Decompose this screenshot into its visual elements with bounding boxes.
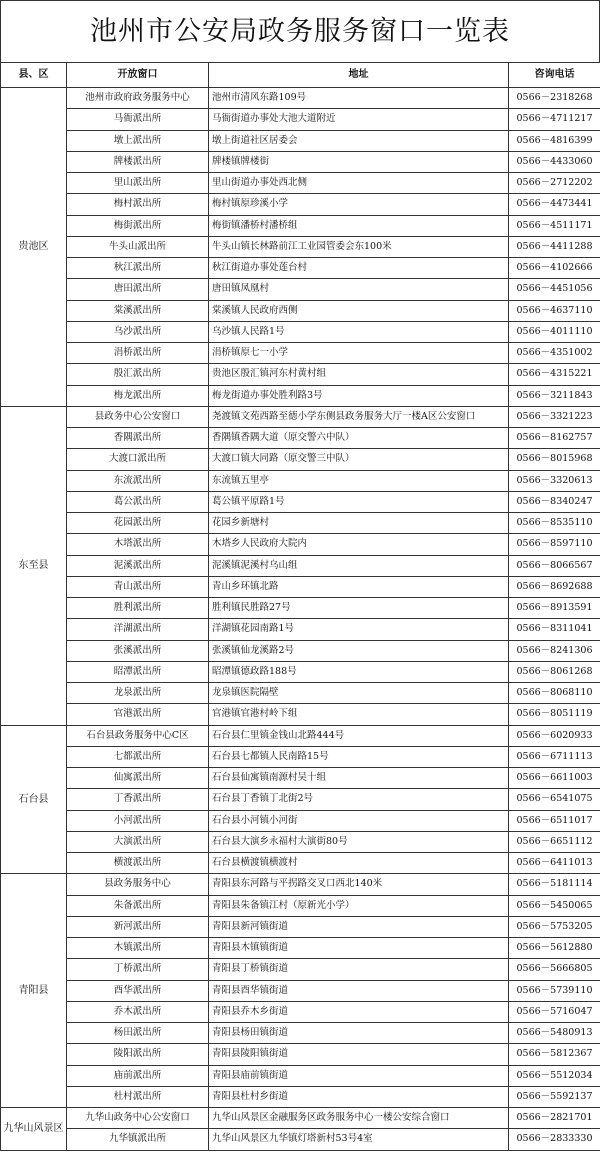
phone-cell: 0566－4473441: [509, 194, 600, 215]
table-row: [1, 959, 600, 980]
phone-cell: 0566－6711113: [509, 746, 600, 767]
phone-cell: 0566－4451056: [509, 279, 600, 300]
station-cell: 梅龙派出所: [67, 385, 209, 406]
phone-cell: 0566－4433060: [509, 151, 600, 172]
table-row: [1, 130, 600, 151]
address-cell: 木塔乡人民政府大院内: [209, 534, 509, 555]
address-cell: 青阳县丁桥镇街道: [209, 959, 509, 980]
table-row: [1, 938, 600, 959]
table-row: [1, 661, 600, 682]
address-cell: 九华山风景区九华镇灯塔新村53号4室: [209, 1129, 509, 1150]
address-cell: 青阳县庙前镇街道: [209, 1065, 509, 1086]
station-cell: 牛头山派出所: [67, 236, 209, 257]
phone-cell: 0566－4711217: [509, 109, 600, 130]
station-cell: 青山派出所: [67, 576, 209, 597]
phone-cell: 0566－8597110: [509, 534, 600, 555]
phone-cell: 0566－8051119: [509, 704, 600, 725]
address-cell: 石台县仙寓镇南源村吴十组: [209, 768, 509, 789]
table-row: [1, 215, 600, 236]
phone-cell: 0566－8340247: [509, 491, 600, 512]
station-cell: 乌沙派出所: [67, 321, 209, 342]
station-cell: 马衙派出所: [67, 109, 209, 130]
table-row: [1, 236, 600, 257]
address-cell: 龙泉镇医院隔壁: [209, 683, 509, 704]
phone-cell: 0566－5666805: [509, 959, 600, 980]
table-row: [1, 725, 600, 746]
phone-cell: 0566－5812367: [509, 1044, 600, 1065]
phone-cell: 0566－3321223: [509, 406, 600, 427]
station-cell: 庙前派出所: [67, 1065, 209, 1086]
address-cell: 贵池区殷汇镇河东村黄村组: [209, 364, 509, 385]
address-cell: 尧渡镇文苑西路至德小学东侧县政务服务大厅一楼A区公安窗口: [209, 406, 509, 427]
county-cell: 贵池区: [1, 88, 67, 407]
address-cell: 石台县丁香镇丁北街2号: [209, 789, 509, 810]
station-cell: 牌楼派出所: [67, 151, 209, 172]
address-cell: 马衙街道办事处大池大道附近: [209, 109, 509, 130]
address-cell: 花园乡新塘村: [209, 513, 509, 534]
address-cell: 香隅镇香隅大道（原交警六中队）: [209, 428, 509, 449]
table-row: [1, 874, 600, 895]
station-cell: 东流派出所: [67, 470, 209, 491]
address-cell: 墩上街道社区居委会: [209, 130, 509, 151]
phone-cell: 0566－8535110: [509, 513, 600, 534]
phone-cell: 0566－8311041: [509, 619, 600, 640]
station-cell: 张溪派出所: [67, 640, 209, 661]
phone-cell: 0566－8068110: [509, 683, 600, 704]
table-row: [1, 640, 600, 661]
table-row: [1, 555, 600, 576]
table-row: [1, 343, 600, 364]
station-cell: 龙泉派出所: [67, 683, 209, 704]
station-cell: 丁香派出所: [67, 789, 209, 810]
station-cell: 泥溪派出所: [67, 555, 209, 576]
station-cell: 丁桥派出所: [67, 959, 209, 980]
station-cell: 葛公派出所: [67, 491, 209, 512]
table-row: [1, 406, 600, 427]
station-cell: 胜利派出所: [67, 598, 209, 619]
station-cell: 昭潭派出所: [67, 661, 209, 682]
station-cell: 池州市政府政务服务中心: [67, 88, 209, 109]
table-row: [1, 619, 600, 640]
address-cell: 梅龙街道办事处胜利路3号: [209, 385, 509, 406]
address-cell: 九华山风景区金融服务区政务服务中心一楼公安综合窗口: [209, 1108, 509, 1129]
table-row: [1, 789, 600, 810]
table-row: [1, 279, 600, 300]
address-cell: 秋江街道办事处莲台村: [209, 258, 509, 279]
address-cell: 青阳县酉华镇街道: [209, 980, 509, 1001]
address-cell: 牛头山镇长林路前江工业园管委会东100米: [209, 236, 509, 257]
address-cell: 梅街镇潘桥村潘桥组: [209, 215, 509, 236]
address-cell: 昭潭镇德政路188号: [209, 661, 509, 682]
table-row: [1, 1086, 600, 1107]
phone-cell: 0566－4411288: [509, 236, 600, 257]
station-cell: 梅街派出所: [67, 215, 209, 236]
address-cell: 大渡口镇大同路（原交警三中队）: [209, 449, 509, 470]
station-cell: 殷汇派出所: [67, 364, 209, 385]
station-cell: 杨田派出所: [67, 1023, 209, 1044]
phone-cell: 0566－8066567: [509, 555, 600, 576]
table-row: [1, 321, 600, 342]
phone-cell: 0566－6511017: [509, 810, 600, 831]
address-cell: 胜利镇民胜路27号: [209, 598, 509, 619]
phone-cell: 0566－2712202: [509, 173, 600, 194]
header-phone: 咨询电话: [509, 63, 600, 88]
table-body: [1, 88, 600, 1151]
station-cell: 县政务中心公安窗口: [67, 406, 209, 427]
station-cell: 里山派出所: [67, 173, 209, 194]
station-cell: 杜村派出所: [67, 1086, 209, 1107]
phone-cell: 0566－4011110: [509, 321, 600, 342]
table-row: [1, 1044, 600, 1065]
address-cell: 牌楼镇牌楼街: [209, 151, 509, 172]
phone-cell: 0566－4102666: [509, 258, 600, 279]
table-row: [1, 746, 600, 767]
address-cell: 青山乡环镇北路: [209, 576, 509, 597]
address-cell: 青阳县朱备镇江村（原新光小学）: [209, 895, 509, 916]
table-row: [1, 364, 600, 385]
table-row: [1, 598, 600, 619]
header-county: 县、区: [1, 63, 67, 88]
station-cell: 墩上派出所: [67, 130, 209, 151]
table-row: [1, 704, 600, 725]
address-cell: 涓桥镇原七一小学: [209, 343, 509, 364]
phone-cell: 0566－8061268: [509, 661, 600, 682]
phone-cell: 0566－5753205: [509, 916, 600, 937]
address-cell: 青阳县乔木乡街道: [209, 1001, 509, 1022]
phone-cell: 0566－2821701: [509, 1108, 600, 1129]
table-row: [1, 895, 600, 916]
station-cell: 秋江派出所: [67, 258, 209, 279]
county-cell: 东至县: [1, 406, 67, 725]
station-cell: 乔木派出所: [67, 1001, 209, 1022]
station-cell: 仙寓派出所: [67, 768, 209, 789]
phone-cell: 0566－4351002: [509, 343, 600, 364]
station-cell: 梅村派出所: [67, 194, 209, 215]
table-row: [1, 1108, 600, 1129]
table-row: [1, 831, 600, 852]
table-row: [1, 576, 600, 597]
phone-cell: 0566－8015968: [509, 449, 600, 470]
address-cell: 里山街道办事处西北侧: [209, 173, 509, 194]
address-cell: 石台县仁里镇金钱山北路444号: [209, 725, 509, 746]
address-cell: 青阳县杨田镇街道: [209, 1023, 509, 1044]
phone-cell: 0566－4315221: [509, 364, 600, 385]
station-cell: 横渡派出所: [67, 853, 209, 874]
station-cell: 大渡口派出所: [67, 449, 209, 470]
station-cell: 涓桥派出所: [67, 343, 209, 364]
page-title: 池州市公安局政务服务窗口一览表: [0, 0, 600, 62]
phone-cell: 0566－6651112: [509, 831, 600, 852]
phone-cell: 0566－4511171: [509, 215, 600, 236]
phone-cell: 0566－8241306: [509, 640, 600, 661]
station-cell: 木镇派出所: [67, 938, 209, 959]
table-row: [1, 1129, 600, 1150]
phone-cell: 0566－5181114: [509, 874, 600, 895]
address-cell: 梅村镇原珍溪小学: [209, 194, 509, 215]
table-row: [1, 916, 600, 937]
table-row: [1, 173, 600, 194]
station-cell: 酉华派出所: [67, 980, 209, 1001]
phone-cell: 0566－2318268: [509, 88, 600, 109]
station-cell: 洋湖派出所: [67, 619, 209, 640]
phone-cell: 0566－8162757: [509, 428, 600, 449]
address-cell: 葛公镇平原路1号: [209, 491, 509, 512]
address-cell: 青阳县木镇镇街道: [209, 938, 509, 959]
address-cell: 池州市清风东路109号: [209, 88, 509, 109]
station-cell: 花园派出所: [67, 513, 209, 534]
table-row: [1, 470, 600, 491]
table-row: [1, 194, 600, 215]
phone-cell: 0566－5512034: [509, 1065, 600, 1086]
phone-cell: 0566－5480913: [509, 1023, 600, 1044]
station-cell: 七都派出所: [67, 746, 209, 767]
station-cell: 朱备派出所: [67, 895, 209, 916]
address-cell: 洋湖镇花园南路1号: [209, 619, 509, 640]
table-row: [1, 385, 600, 406]
address-cell: 青阳县新河镇街道: [209, 916, 509, 937]
phone-cell: 0566－5739110: [509, 980, 600, 1001]
station-cell: 新河派出所: [67, 916, 209, 937]
table-row: [1, 810, 600, 831]
table-row: [1, 88, 600, 109]
station-cell: 木塔派出所: [67, 534, 209, 555]
county-cell: 石台县: [1, 725, 67, 874]
county-cell: 青阳县: [1, 874, 67, 1108]
address-cell: 青阳县陵阳镇街道: [209, 1044, 509, 1065]
station-cell: 九华镇派出所: [67, 1129, 209, 1150]
table-row: [1, 449, 600, 470]
address-cell: 唐田镇凤凰村: [209, 279, 509, 300]
address-cell: 张溪镇仙龙溪路2号: [209, 640, 509, 661]
table-row: [1, 491, 600, 512]
address-cell: 石台县横渡镇横渡村: [209, 853, 509, 874]
phone-cell: 0566－5716047: [509, 1001, 600, 1022]
station-cell: 唐田派出所: [67, 279, 209, 300]
table-row: [1, 853, 600, 874]
phone-cell: 0566－4637110: [509, 300, 600, 321]
service-window-table: [0, 62, 600, 1151]
phone-cell: 0566－5450065: [509, 895, 600, 916]
county-cell: 九华山风景区: [1, 1108, 67, 1151]
station-cell: 小河派出所: [67, 810, 209, 831]
table-row: [1, 768, 600, 789]
header-window: 开放窗口: [67, 63, 209, 88]
table-row: [1, 1001, 600, 1022]
phone-cell: 0566－5612880: [509, 938, 600, 959]
phone-cell: 0566－8913591: [509, 598, 600, 619]
address-cell: 青阳县杜村乡街道: [209, 1086, 509, 1107]
phone-cell: 0566－6611003: [509, 768, 600, 789]
address-cell: 石台县七都镇人民南路15号: [209, 746, 509, 767]
station-cell: 大演派出所: [67, 831, 209, 852]
address-cell: 东流镇五里亭: [209, 470, 509, 491]
address-cell: 乌沙镇人民路1号: [209, 321, 509, 342]
phone-cell: 0566－8692688: [509, 576, 600, 597]
phone-cell: 0566－6020933: [509, 725, 600, 746]
table-row: [1, 300, 600, 321]
address-cell: 棠溪镇人民政府西侧: [209, 300, 509, 321]
table-header-row: [1, 63, 600, 88]
address-cell: 泥溪镇泥溪村乌山组: [209, 555, 509, 576]
phone-cell: 0566－2833330: [509, 1129, 600, 1150]
table-row: [1, 683, 600, 704]
address-cell: 石台县大演乡永福村大演街80号: [209, 831, 509, 852]
table-row: [1, 1065, 600, 1086]
address-cell: 青阳县东河路与平拐路交叉口西北140米: [209, 874, 509, 895]
table-row: [1, 151, 600, 172]
phone-cell: 0566－6541075: [509, 789, 600, 810]
station-cell: 棠溪派出所: [67, 300, 209, 321]
phone-cell: 0566－5592137: [509, 1086, 600, 1107]
station-cell: 石台县政务服务中心C区: [67, 725, 209, 746]
address-cell: 石台县小河镇小河街: [209, 810, 509, 831]
table-row: [1, 980, 600, 1001]
table-row: [1, 513, 600, 534]
phone-cell: 0566－4816399: [509, 130, 600, 151]
phone-cell: 0566－3211843: [509, 385, 600, 406]
table-row: [1, 534, 600, 555]
station-cell: 陵阳派出所: [67, 1044, 209, 1065]
station-cell: 官港派出所: [67, 704, 209, 725]
table-row: [1, 1023, 600, 1044]
phone-cell: 0566－6411013: [509, 853, 600, 874]
header-address: 地址: [209, 63, 509, 88]
address-cell: 官港镇官港村岭下组: [209, 704, 509, 725]
table-row: [1, 258, 600, 279]
station-cell: 香隅派出所: [67, 428, 209, 449]
station-cell: 县政务服务中心: [67, 874, 209, 895]
phone-cell: 0566－3320613: [509, 470, 600, 491]
table-row: [1, 428, 600, 449]
station-cell: 九华山政务中心公安窗口: [67, 1108, 209, 1129]
table-row: [1, 109, 600, 130]
